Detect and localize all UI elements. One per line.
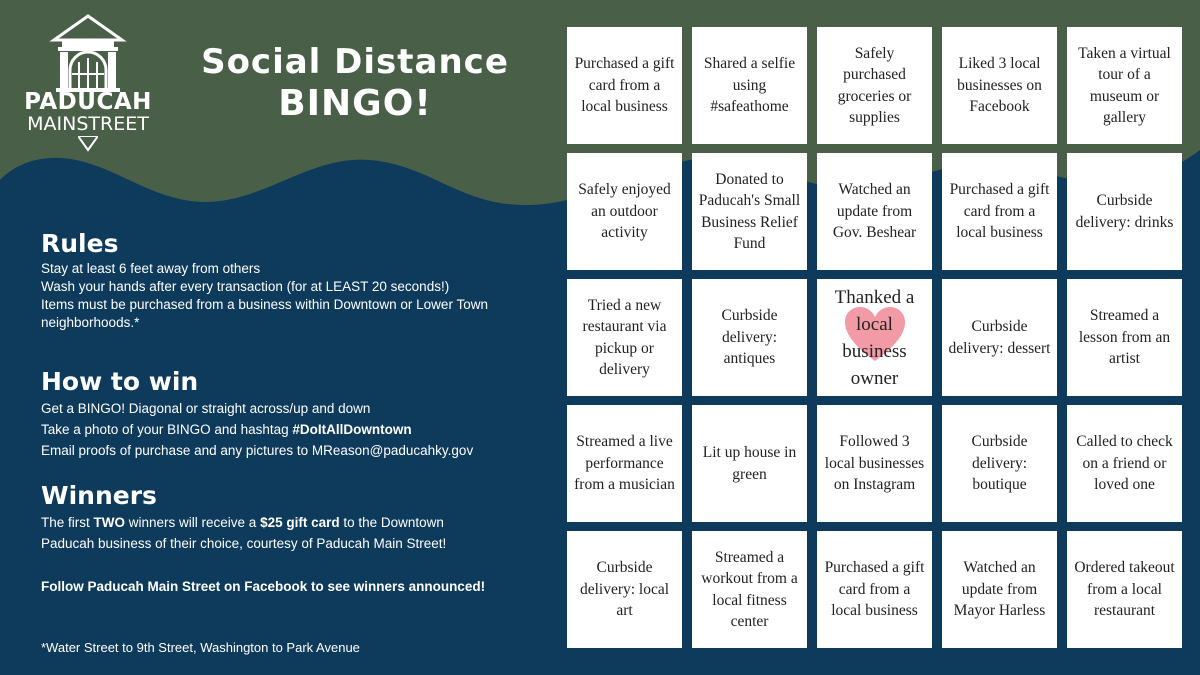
- bingo-square[interactable]: Taken a virtual tour of a museum or gallery: [1067, 27, 1182, 144]
- winners-line: Paducah business of their choice, courtesy of Paducah Main Street!: [41, 536, 447, 551]
- footnote: *Water Street to 9th Street, Washington to Park Avenue: [41, 640, 360, 655]
- bingo-square[interactable]: Safely purchased groceries or supplies: [817, 27, 932, 144]
- rules-heading: Rules: [41, 229, 119, 258]
- bingo-square[interactable]: Purchased a gift card from a local business: [942, 153, 1057, 270]
- how-to-win-heading: How to win: [41, 367, 199, 396]
- bingo-square[interactable]: Tried a new restaurant via pickup or delivery: [567, 279, 682, 396]
- winners-text: winners will receive a: [125, 515, 261, 530]
- how-to-win-text: Take a photo of your BINGO and hashtag: [41, 422, 293, 437]
- how-to-win-section: [41, 366, 541, 461]
- bingo-square[interactable]: Lit up house in green: [692, 405, 807, 522]
- bingo-square[interactable]: Watched an update from Mayor Harless: [942, 531, 1057, 648]
- bingo-square[interactable]: Curbside delivery: local art: [567, 531, 682, 648]
- bingo-square[interactable]: Curbside delivery: drinks: [1067, 153, 1182, 270]
- bingo-square[interactable]: Streamed a live performance from a musician: [567, 405, 682, 522]
- winners-heading: Winners: [41, 481, 157, 510]
- how-to-win-line: Get a BINGO! Diagonal or straight across/up and down: [41, 401, 371, 416]
- rule-item: Wash your hands after every transaction (for at LEAST 20 seconds!): [41, 279, 450, 294]
- rule-item: Items must be purchased from a business within Downtown or Lower Town neighborhoods.*: [41, 297, 488, 330]
- title-line-1: Social Distance: [201, 42, 509, 82]
- page-title: [180, 42, 530, 126]
- logo-sub: MAINSTREET: [27, 113, 149, 135]
- bingo-square[interactable]: Watched an update from Gov. Beshear: [817, 153, 932, 270]
- logo-year: 1858: [80, 32, 96, 39]
- winners-prize: $25 gift card: [260, 515, 340, 530]
- bingo-square[interactable]: Shared a selfie using #safeathome: [692, 27, 807, 144]
- logo-point-icon: [78, 136, 98, 152]
- bingo-square[interactable]: Followed 3 local businesses on Instagram: [817, 405, 932, 522]
- rules-section: [41, 228, 541, 332]
- rule-item: Stay at least 6 feet away from others: [41, 261, 261, 276]
- bingo-square[interactable]: Called to check on a friend or loved one: [1067, 405, 1182, 522]
- bingo-square[interactable]: Streamed a lesson from an artist: [1067, 279, 1182, 396]
- title-line-2: BINGO!: [278, 83, 432, 124]
- bingo-square[interactable]: Safely enjoyed an outdoor activity: [567, 153, 682, 270]
- bingo-square[interactable]: Purchased a gift card from a local business: [817, 531, 932, 648]
- follow-note: Follow Paducah Main Street on Facebook to see winners announced!: [41, 579, 486, 594]
- how-to-win-line: Email proofs of purchase and any pictures to MReason@paducahky.gov: [41, 443, 474, 458]
- paducah-mainstreet-logo: [22, 14, 154, 154]
- bingo-square[interactable]: Curbside delivery: boutique: [942, 405, 1057, 522]
- winners-text: to the Downtown: [339, 515, 444, 530]
- winners-section: [41, 480, 541, 554]
- building-icon: [48, 14, 128, 92]
- bingo-free-square[interactable]: Thanked a local business owner: [817, 279, 932, 396]
- logo-name: PADUCAH: [24, 89, 152, 115]
- winners-count: TWO: [93, 515, 126, 530]
- bingo-square[interactable]: Liked 3 local businesses on Facebook: [942, 27, 1057, 144]
- bingo-square[interactable]: Ordered takeout from a local restaurant: [1067, 531, 1182, 648]
- hashtag: #DoItAllDowntown: [292, 422, 412, 437]
- winners-line: [41, 512, 541, 533]
- bingo-square[interactable]: Donated to Paducah's Small Business Relief Fund: [692, 153, 807, 270]
- bingo-square[interactable]: Purchased a gift card from a local business: [567, 27, 682, 144]
- winners-text: The first: [41, 515, 94, 530]
- bingo-square[interactable]: Curbside delivery: dessert: [942, 279, 1057, 396]
- how-to-win-line: [41, 419, 541, 440]
- bingo-square[interactable]: Curbside delivery: antiques: [692, 279, 807, 396]
- bingo-square[interactable]: Streamed a workout from a local fitness center: [692, 531, 807, 648]
- bingo-card: [567, 27, 1182, 649]
